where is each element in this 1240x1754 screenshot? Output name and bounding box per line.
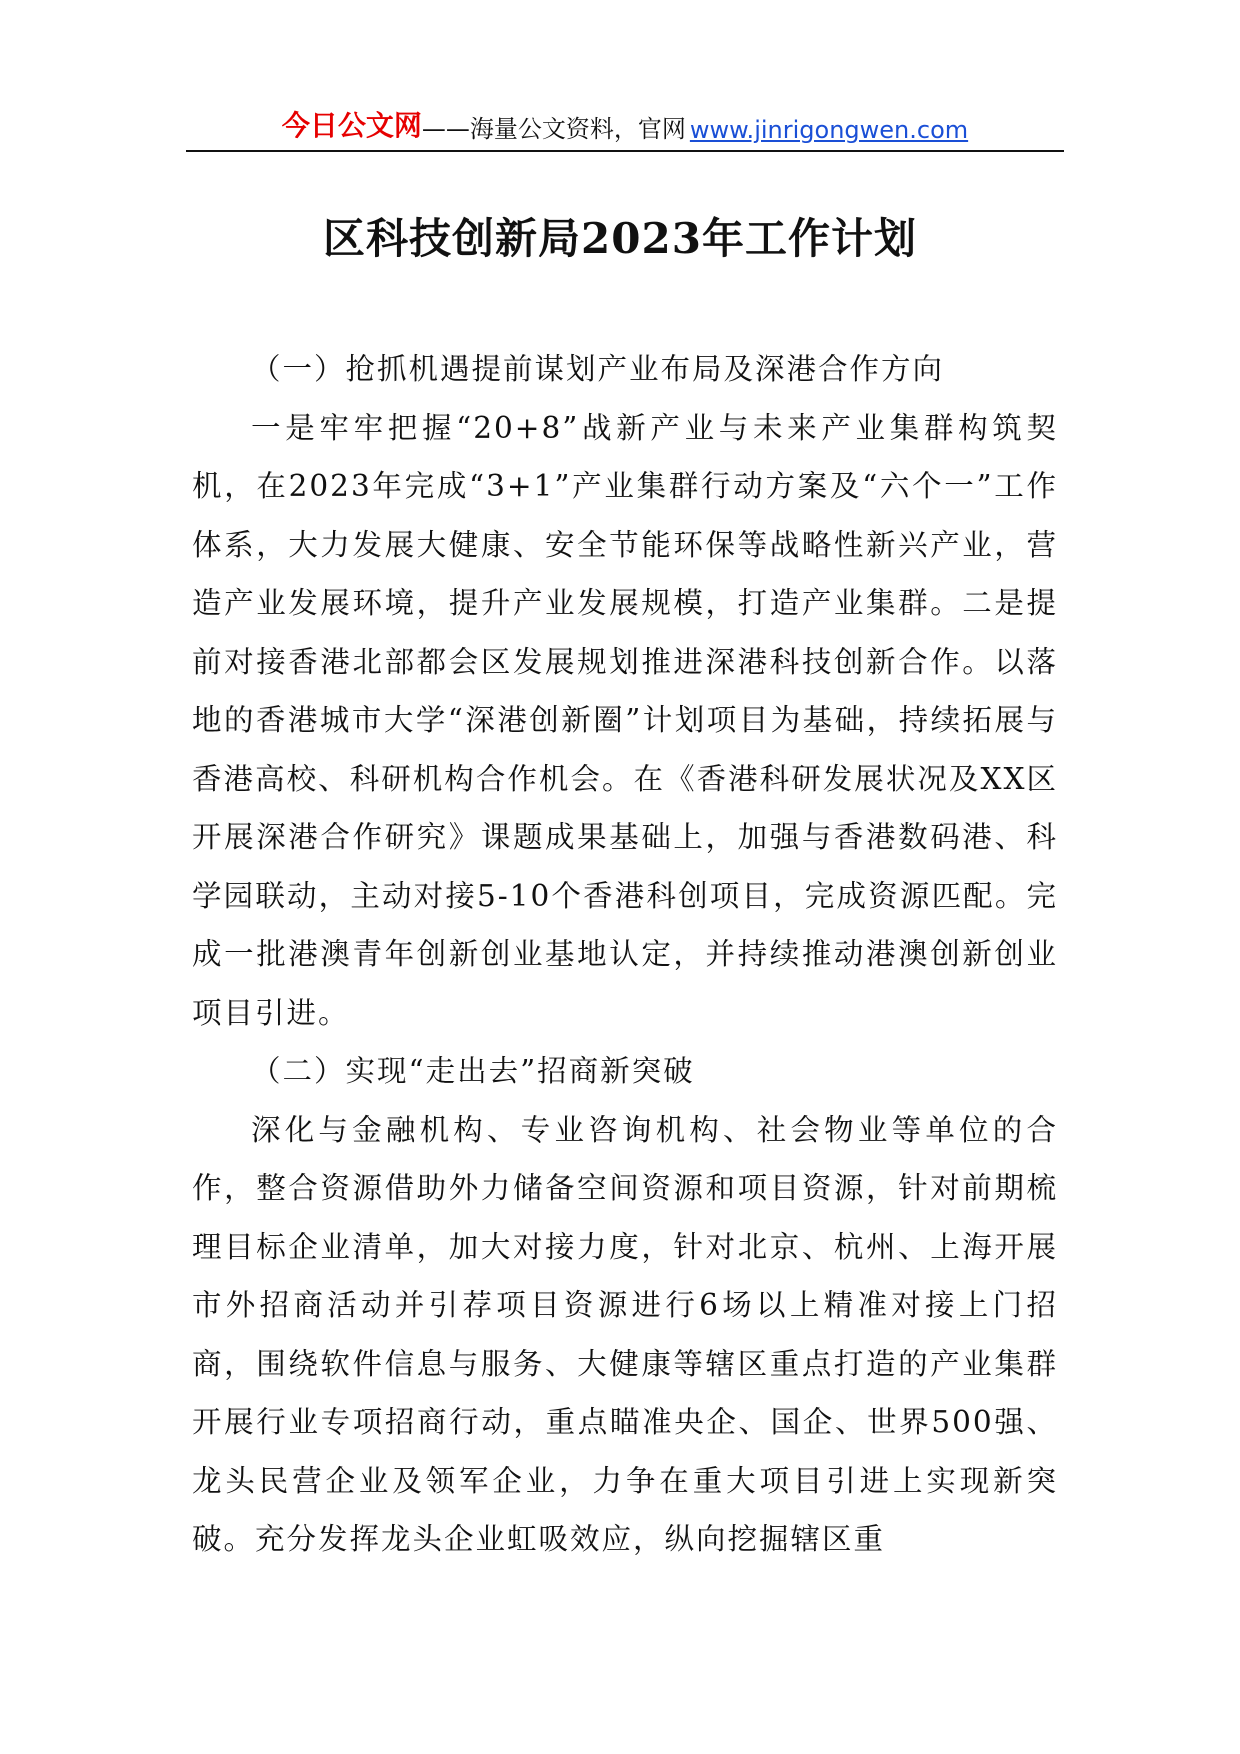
section-1-paragraph: 一是牢牢把握“20+8”战新产业与未来产业集群构筑契机，在2023年完成“3+1”产业集群行动方案及“六个一”工作体系，大力发展大健康、安全节能环保等战略性新兴产业，营造产业发展环境，提升产业发展规模，打造产业集群。二是提前对接香港北部都会区发展规划推进深港科技创新合作。以落地的香港城市大学“深港创新圈”计划项目为基础，持续拓展与香港高校、科研机构合作机会。在《香港科研发展状况及XX区开展深港合作研究》课题成果基础上，加强与香港数码港、科学园联动，主动对接5-10个香港科创项目，完成资源匹配。完成一批港澳青年创新创业基地认定，并持续推动港澳创新创业项目引进。 [192,410,1058,1030]
section-2-heading: （二）实现“走出去”招商新突破 [251,1054,695,1088]
header-divider [186,150,1064,152]
document-body [192,340,1058,1569]
site-header [186,104,1064,144]
document-title: 区科技创新局2023年工作计划 [323,214,917,263]
site-brand: 今日公文网 [281,109,422,142]
section-1-heading: （一）抢抓机遇提前谋划产业布局及深港合作方向 [251,352,945,386]
site-slogan: ——海量公文资料，官网 [421,115,686,143]
section-2-paragraph: 深化与金融机构、专业咨询机构、社会物业等单位的合作，整合资源借助外力储备空间资源和项目资源，针对前期梳理目标企业清单，加大对接力度，针对北京、杭州、上海开展市外招商活动并引荐项目资源进行6场以上精准对接上门招商，围绕软件信息与服务、大健康等辖区重点打造的产业集群开展行业专项招商行动，重点瞄准央企、国企、世界500强、龙头民营企业及领军企业，力争在重大项目引进上实现新突破。充分发挥龙头企业虹吸效应，纵向挖掘辖区重 [192,1112,1058,1556]
site-url-link[interactable]: www.jinrigongwen.com [689,116,969,144]
